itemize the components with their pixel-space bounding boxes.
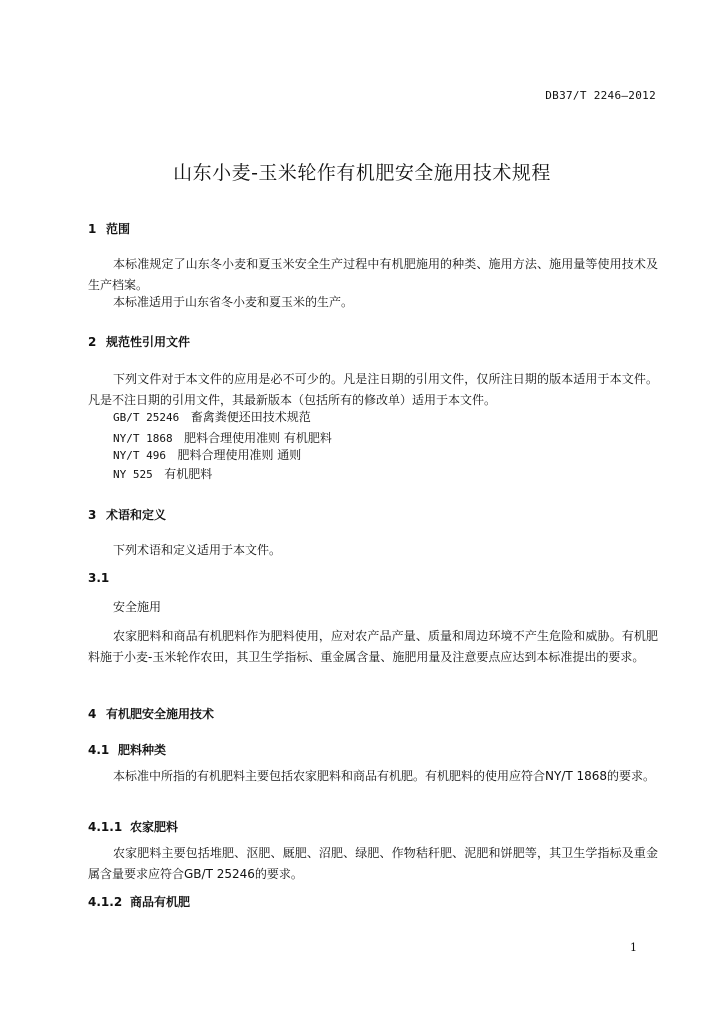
reference-item xyxy=(113,445,301,466)
document-title: 山东小麦-玉米轮作有机肥安全施用技术规程 xyxy=(173,162,551,184)
term-definition: 农家肥料和商品有机肥料作为肥料使用，应对农产品产量、质量和周边环境不产生危险和威胁。有机肥料施于小麦-玉米轮作农田，其卫生学指标、重金属含量、施肥用量及注意要点应达到本标准提出的要求。 xyxy=(88,629,658,664)
term-heading: 安全施用 xyxy=(113,600,162,614)
section-number: 4 xyxy=(88,707,97,721)
clause-title: 商品有机肥 xyxy=(130,895,191,909)
clause-title: 农家肥料 xyxy=(130,820,179,834)
section-number: 2 xyxy=(88,335,97,349)
reference-title: 肥料合理使用准则 通则 xyxy=(177,448,302,462)
reference-title: 有机肥料 xyxy=(164,467,213,481)
reference-title: 肥料合理使用准则 有机肥料 xyxy=(184,431,332,445)
clause-4-1-2-heading xyxy=(88,893,190,910)
section-title: 范围 xyxy=(106,222,131,236)
section-1-paragraph-2: 本标准适用于山东省冬小麦和夏玉米的生产。 xyxy=(113,295,354,309)
section-2-paragraph-1: 下列文件对于本文件的应用是必不可少的。凡是注日期的引用文件，仅所注日期的版本适用于本文件。凡是不注日期的引用文件，其最新版本（包括所有的修改单）适用于本文件。 xyxy=(88,372,658,407)
page-number: 1 xyxy=(630,941,637,954)
reference-title: 畜禽粪便还田技术规范 xyxy=(190,410,311,424)
reference-code: NY/T 1868 xyxy=(113,432,173,445)
reference-code: GB/T 25246 xyxy=(113,411,180,424)
section-4-heading xyxy=(88,705,214,722)
clause-title: 肥料种类 xyxy=(118,743,167,757)
clause-4-1-heading xyxy=(88,741,166,758)
section-3-paragraph-1: 下列术语和定义适用于本文件。 xyxy=(113,543,282,557)
clause-number: 4.1.2 xyxy=(88,895,123,909)
section-title: 规范性引用文件 xyxy=(106,335,191,349)
clause-4-1-paragraph: 本标准中所指的有机肥料主要包括农家肥料和商品有机肥。有机肥料的使用应符合NY/T 1868的要求。 xyxy=(113,769,656,783)
section-title: 术语和定义 xyxy=(106,508,167,522)
reference-item xyxy=(113,407,311,428)
clause-number: 4.1.1 xyxy=(88,820,123,834)
clause-4-1-1-paragraph: 农家肥料主要包括堆肥、沤肥、厩肥、沼肥、绿肥、作物秸秆肥、泥肥和饼肥等，其卫生学指标及重金属含量要求应符合GB/T 25246的要求。 xyxy=(88,846,658,881)
section-3-heading xyxy=(88,506,166,523)
reference-code: NY 525 xyxy=(113,468,153,481)
section-1-heading xyxy=(88,220,130,237)
standard-code: DB37/T 2246—2012 xyxy=(545,89,656,102)
reference-code: NY/T 496 xyxy=(113,449,166,462)
clause-3-1-number: 3.1 xyxy=(88,571,110,585)
section-number: 1 xyxy=(88,222,97,236)
clause-number: 4.1 xyxy=(88,743,110,757)
section-1-paragraph-1: 本标准规定了山东冬小麦和夏玉米安全生产过程中有机肥施用的种类、施用方法、施用量等使用技术及生产档案。 xyxy=(88,257,658,292)
clause-4-1-1-heading xyxy=(88,818,178,835)
section-title: 有机肥安全施用技术 xyxy=(106,707,215,721)
section-number: 3 xyxy=(88,508,97,522)
section-2-heading xyxy=(88,333,190,350)
reference-item xyxy=(113,464,212,485)
